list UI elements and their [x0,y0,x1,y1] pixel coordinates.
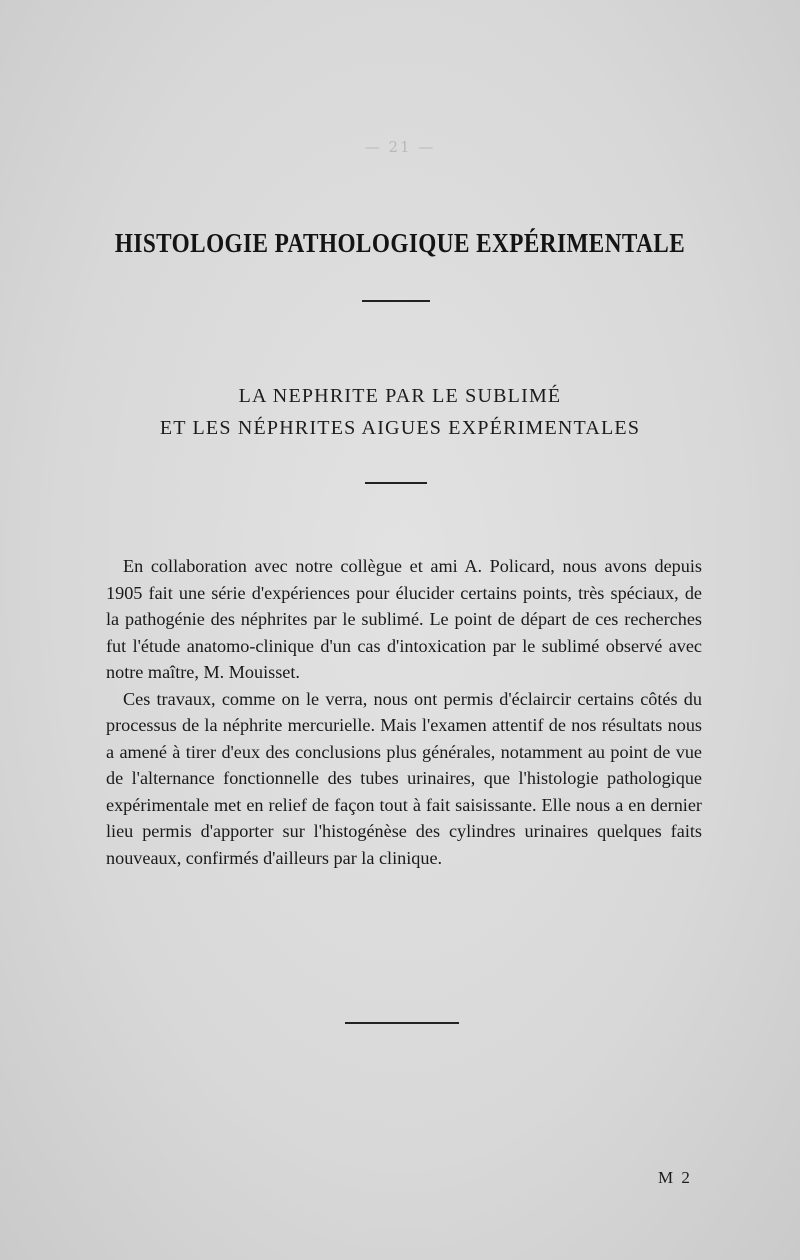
article-title-line-1: LA NEPHRITE PAR LE SUBLIMÉ [238,385,562,407]
article-title [0,380,800,444]
closing-rule [345,1022,459,1024]
article-title-line-2: ET LES NÉPHRITES AIGUES EXPÉRIMENTALES [159,417,641,439]
page-number: — 21 — [364,138,436,156]
divider-rule [362,300,430,302]
body-text [106,553,702,871]
paragraph: En collaboration avec notre collègue et ami A. Policard, nous avons depuis 1905 fait une série d'expériences pour élucider certains points, très spéciaux, de la pathogénie des néphrites par le sublimé. Le point de départ de ces recherches fut l'étude anatomo-clinique d'un cas d'intoxication par le sublimé observé avec notre maître, M. Mouisset. [106,556,702,682]
section-title: HISTOLOGIE PATHOLOGIQUE EXPÉRIMENTALE [114,228,686,258]
signature-mark: M 2 [658,1168,692,1187]
paragraph: Ces travaux, comme on le verra, nous ont permis d'éclaircir certains côtés du processus de la néphrite mercurielle. Mais l'examen attentif de nos résultats nous a amené à tirer d'eux des conclusions plus générales, notamment au point de vue de l'alternance fonctionnelle des tubes urinaires, que l'histologie pathologique expérimentale met en relief de façon tout à fait saisissante. Elle nous a en dernier lieu permis d'apporter sur l'histogénèse des cylindres urinaires quelques faits nouveaux, confirmés d'ailleurs par la clinique. [106,688,702,868]
divider-rule [365,482,427,484]
